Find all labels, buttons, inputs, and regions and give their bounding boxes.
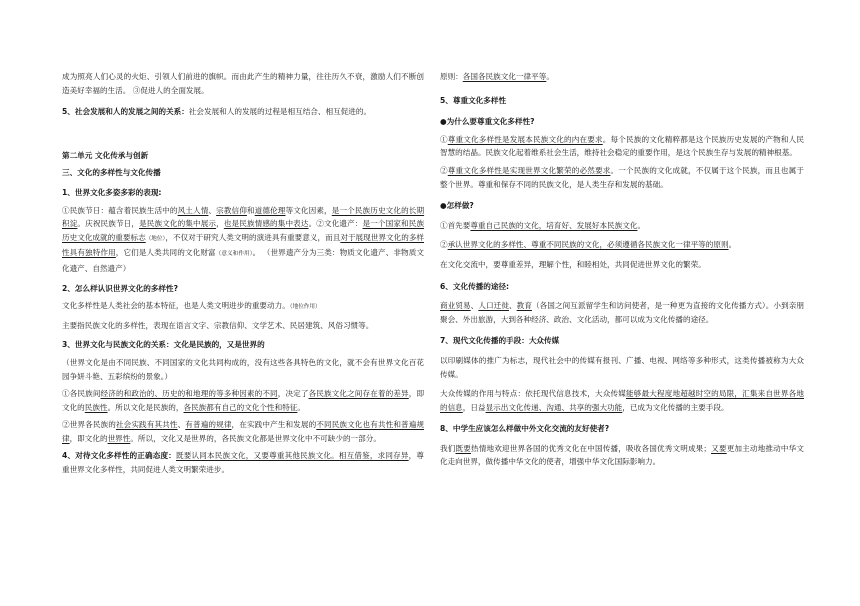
section-7-paragraph-1: 以印刷媒体的推广为标志，现代社会中的传媒有报刊、广播、电视、网络等多种形式，这类传播被称为大众传媒。 <box>440 355 804 379</box>
q3-paragraph-3: ②世界各民族的社会实践有其共性、有普遍的规律，在实践中产生和发展的不同民族文化也有共性和普遍规律，即文化的世界性。所以，文化又是世界的，各民族文化都是世界文化中不可缺少的一部分。 <box>62 420 425 443</box>
section-3-title: 三、文化的多样性与文化传播 <box>62 168 161 178</box>
q3-paragraph-2: ①各民族间经济的和政治的、历史的和地理的等多种因素的不同，决定了各民族文化之间存在着的差异，即文化的民族性。所以文化是民族的，各民族都有自己的文化个性和特征。 <box>62 389 425 412</box>
unit-title: 第二单元 文化传承与创新 <box>62 150 149 160</box>
why-paragraph-1: ①尊重文化多样性是发展本民族文化的内在要求。每个民族的文化精粹都是这个民族历史发展的产物和人民智慧的结晶。民族文化起着维系社会生活，维持社会稳定的重要作用，是这个民族生存与发展的精神根基。 <box>440 134 805 158</box>
section-6-title: 6、文化传播的途径: <box>440 281 510 291</box>
section-5-title: 5、尊重文化多样性 <box>440 95 507 105</box>
q2-title: 2、怎么样认识世界文化的多样性? <box>62 283 178 293</box>
section-8-title: 8、中学生应该怎么样做中外文化交流的友好使者? <box>440 424 610 434</box>
intro-paragraph: 成为照亮人们心灵的火炬、引领人们前进的旗帜。而由此产生的精神力量，往往历久不衰，激励人们不断创造美好幸福的生活。 ③促进人的全面发展。 <box>62 72 424 95</box>
q1-paragraph: ①民族节日：蕴含着民族生活中的风土人情、宗教信仰和道德伦理等文化因素，是一个民族历史文化的长期积淀。庆祝民族节日，是民族文化的集中展示，也是民族情感的集中表达。②文化遗产：是一个国家和民族历史文化成就的重要标志（地位），不仅对于研究人类文明的演进具有重要意义，而且对于展现世界文化的多样性具有独特作用，它们是人类共同的文化财富（意义和作用）。 （世界遗产分为三类：物质文化遗产、非物质文化遗产、自然遗产） <box>62 205 425 273</box>
how-title: ●怎样做? <box>440 201 474 211</box>
q4-paragraph: 4、对待文化多样性的正确态度：既要认同本民族文化，又要尊重其他民族文化。相互借鉴，求同存异，尊重世界文化多样性，共同促进人类文明繁荣进步。 <box>62 451 425 475</box>
left-column <box>62 70 424 477</box>
how-paragraph-1: ①首先要尊重自己民族的文化，培育好、发展好本民族文化。 <box>440 220 646 230</box>
q3-title: 3、世界文化与民族文化的关系：文化是民族的，又是世界的 <box>62 340 265 350</box>
why-title: ●为什么要尊重文化多样性? <box>440 117 535 127</box>
q2-paragraph-2: 主要指民族文化的多样性，表现在语言文字、宗教信仰、文学艺术、民居建筑、风俗习惯等。 <box>62 320 374 330</box>
section-7-title: 7、现代文化传播的手段：大众传媒 <box>440 336 560 346</box>
how-paragraph-3: 在文化交流中，要尊重差异，理解个性，和睦相处，共同促进世界文化的繁荣。 <box>440 259 706 269</box>
section-7-paragraph-2: 大众传媒的作用与特点：依托现代信息技术，大众传媒能够最大程度地超越时空的局限，汇集来自世界各地的信息，日益显示出文化传递、沟通、共享的强大功能，已成为文化传播的主要手段。 <box>440 389 804 412</box>
q1-title: 1、世界文化多姿多彩的表现: <box>62 187 162 197</box>
how-paragraph-2: ②承认世界文化的多样性、尊重不同民族的文化，必须遵循各民族文化一律平等的原则。 <box>440 240 737 250</box>
principle-line: 原则：各国各民族文化一律平等。 <box>440 72 554 81</box>
section-8-paragraph: 我们既要热情地欢迎世界各国的优秀文化在中国传播，吸收各国优秀文明成果；又要更加主动地推动中华文化走向世界，做传播中华文化的使者，增强中华文化国际影响力。 <box>440 443 805 467</box>
why-paragraph-2: ②尊重文化多样性是实现世界文化繁荣的必然要求。一个民族的文化成就，不仅属于这个民族，而且也属于整个世界。尊重和保存不同的民族文化，是人类生存和发展的基础。 <box>440 165 805 189</box>
q2-paragraph-1: 文化多样性是人类社会的基本特征，也是人类文明进步的重要动力。（地位作用） <box>62 301 321 311</box>
section-6-paragraph: 商业贸易、人口迁徙、教育（各国之间互派留学生和访问使者，是一种更为直接的文化传播方式）。小到亲朋聚会、外出旅游，大到各种经济、政治、文化活动，都可以成为文化传播的途径。 <box>440 301 805 324</box>
right-column <box>440 70 804 469</box>
section-5-relation: 5、社会发展和人的发展之间的关系：社会发展和人的发展的过程是相互结合、相互促进的。 <box>62 107 372 117</box>
q3-paragraph-1: （世界文化是由不同民族、不同国家的文化共同构成的，没有这些各具特色的文化，就不会有世界文化百花园争妍斗艳、五彩缤纷的景象。） <box>62 357 424 381</box>
